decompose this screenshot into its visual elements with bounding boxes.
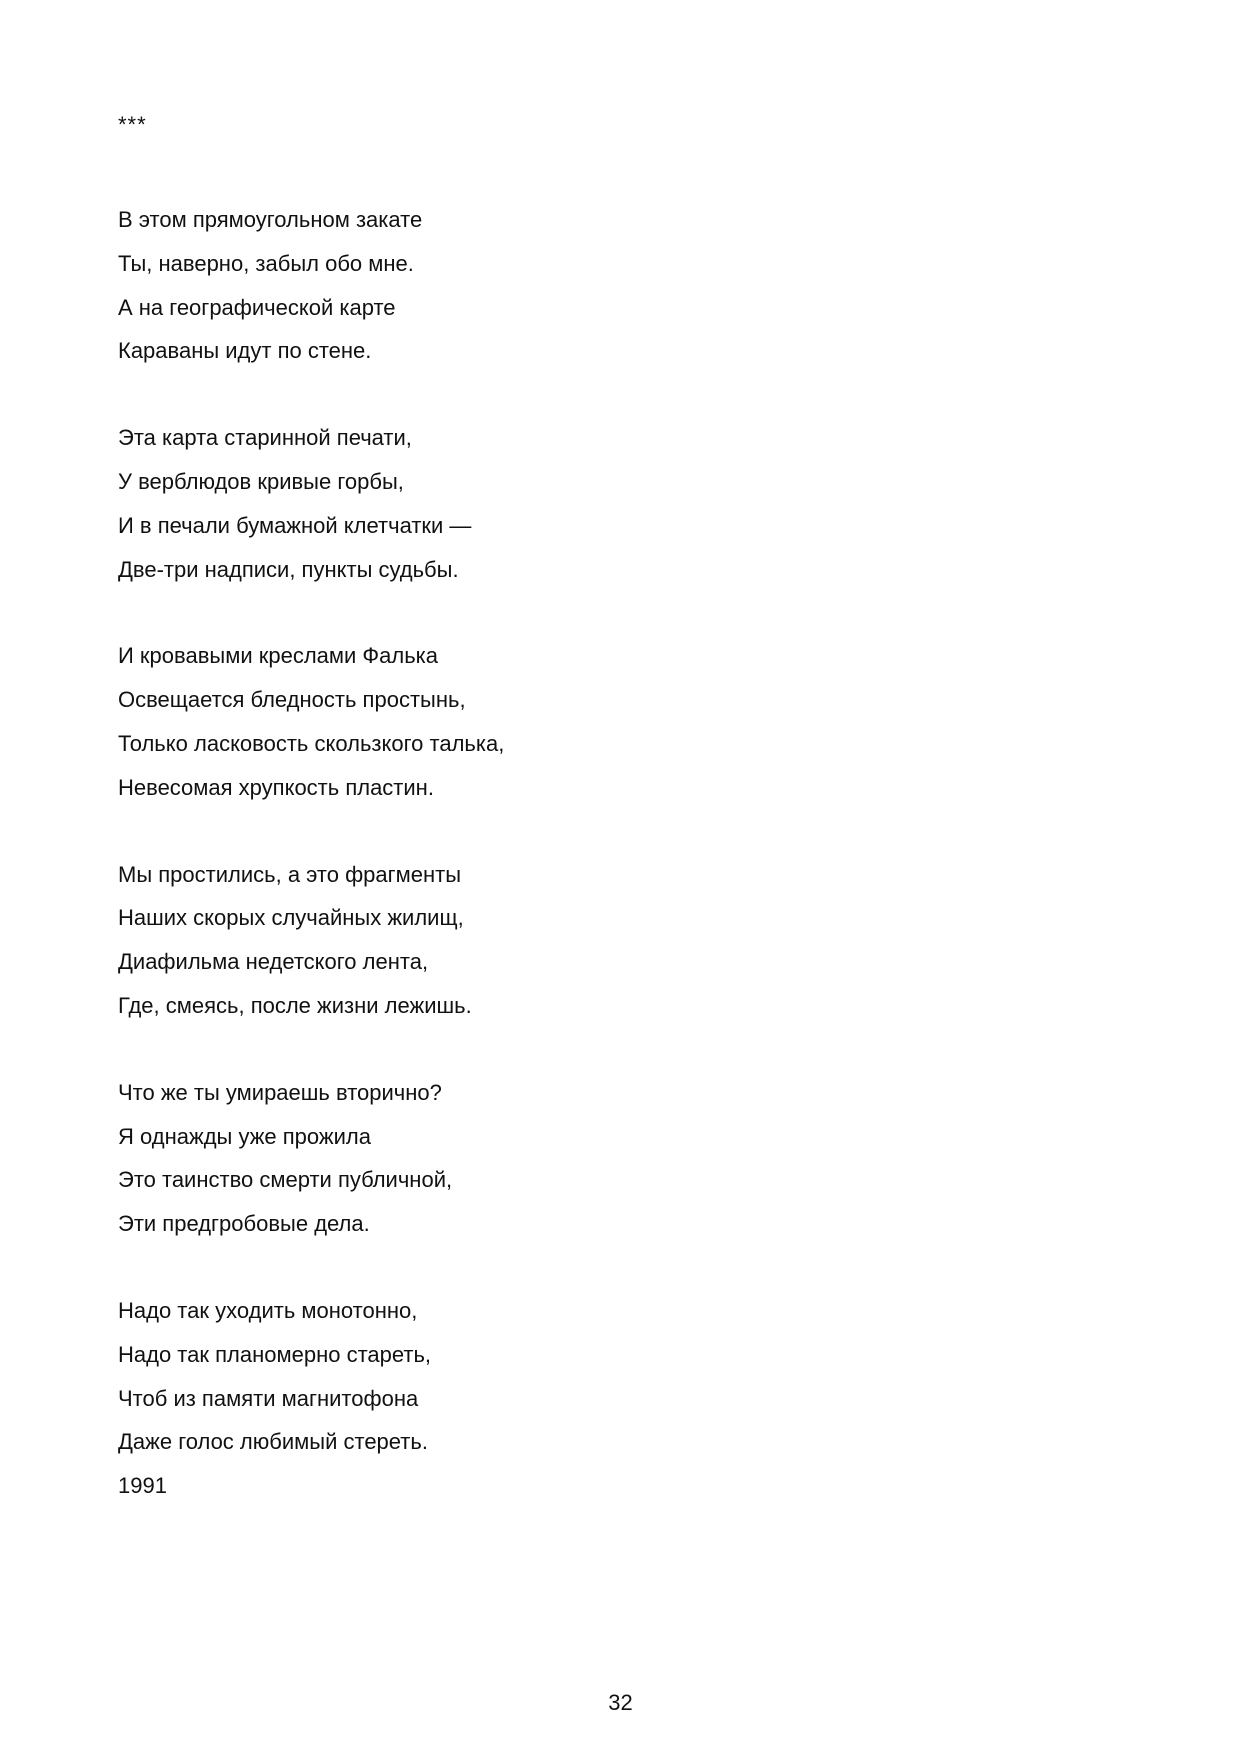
poem-line: Чтоб из памяти магнитофона: [118, 1385, 419, 1411]
section-ornament: ***: [118, 112, 147, 137]
poem-line: Наших скорых случайных жилищ,: [118, 905, 464, 931]
poem-line: Что же ты умираешь вторично?: [118, 1079, 442, 1105]
poem: [118, 198, 1018, 1551]
poem-line: Невесомая хрупкость пластин.: [118, 774, 434, 800]
poem-line: В этом прямоугольном закате: [118, 207, 423, 232]
poem-line: Где, смеясь, после жизни лежишь.: [118, 992, 472, 1018]
poem-line: Эта карта старинной печати,: [118, 425, 412, 451]
stanza: [118, 1289, 1018, 1508]
poem-line: Это таинство смерти публичной,: [118, 1167, 453, 1193]
poem-line: Я однажды уже прожила: [118, 1123, 371, 1149]
poem-line: Диафильма недетского лента,: [118, 949, 429, 975]
poem-line: Мы простились, а это фрагменты: [118, 861, 462, 887]
poem-line: Даже голос любимый стереть.: [118, 1429, 428, 1455]
poem-date: 1991: [118, 1473, 167, 1499]
poem-line: И в печали бумажной клетчатки —: [118, 512, 472, 538]
stanza: [118, 853, 1018, 1028]
poem-line: Ты, наверно, забыл обо мне.: [118, 250, 414, 276]
poem-line: А на географической карте: [118, 294, 396, 320]
stanza: [118, 198, 1018, 373]
stanza: [118, 634, 1018, 809]
stanza: [118, 416, 1018, 591]
poem-line: Только ласковость скользкого талька,: [118, 730, 505, 756]
poem-line: Эти предгробовые дела.: [118, 1211, 370, 1237]
poem-line: У верблюдов кривые горбы,: [118, 468, 404, 494]
stanza: [118, 1071, 1018, 1246]
poem-line: Надо так уходить монотонно,: [118, 1297, 418, 1323]
page-number: 32: [608, 1690, 633, 1715]
poem-line: Надо так планомерно стареть,: [118, 1341, 432, 1367]
poem-line: И кровавыми креслами Фалька: [118, 643, 439, 669]
poem-line: Две-три надписи, пункты судьбы.: [118, 556, 459, 582]
poem-line: Освещается бледность простынь,: [118, 687, 466, 713]
poem-line: Караваны идут по стене.: [118, 338, 372, 364]
